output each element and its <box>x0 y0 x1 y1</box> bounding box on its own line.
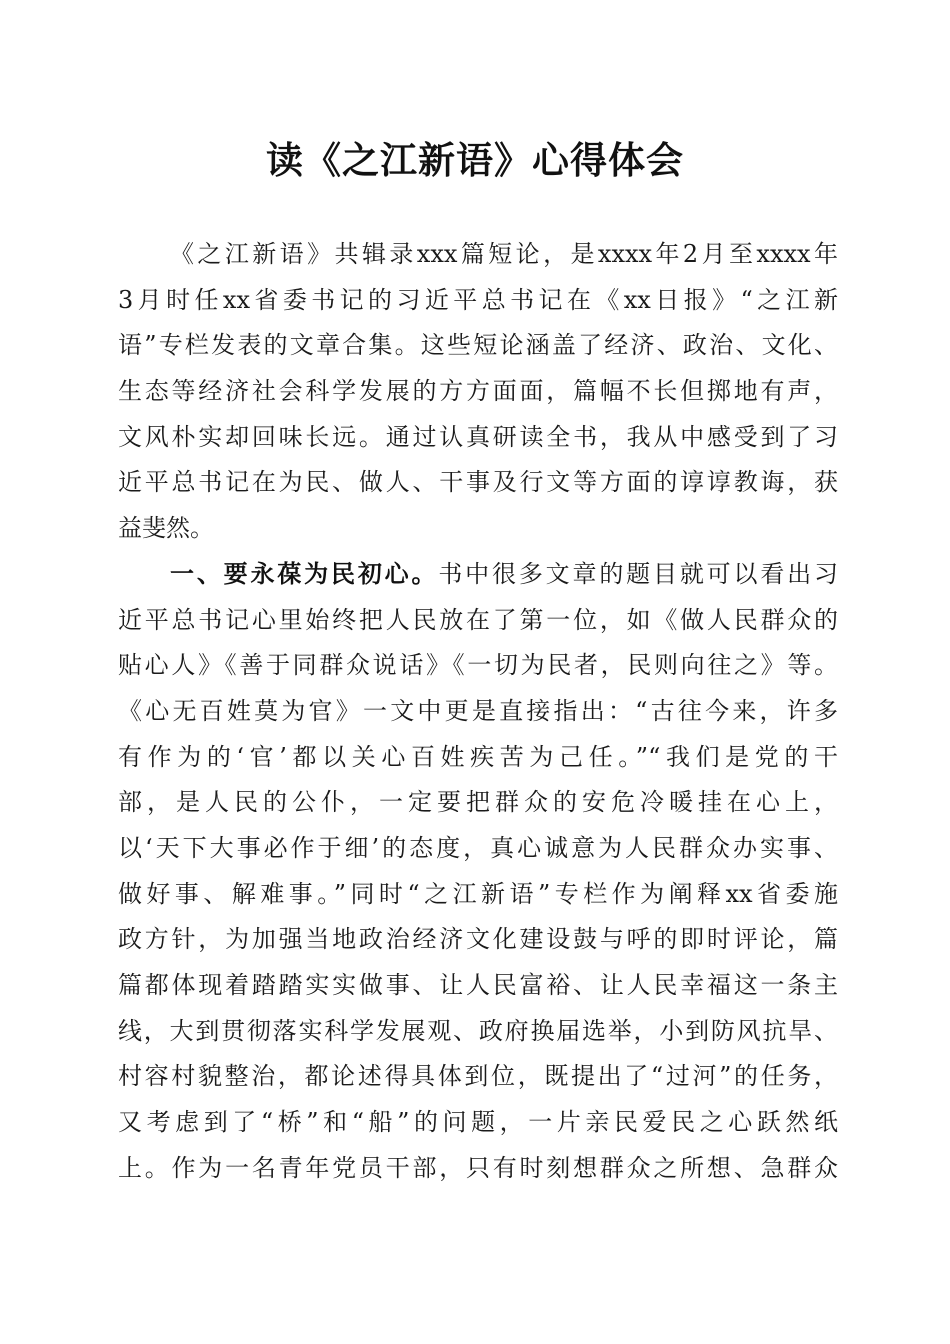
paragraph-1-line-5: 文风朴实却回味长远。通过认真研读全书，我从中感受到了习 <box>118 422 838 451</box>
section-heading-1: 一、要永葆为民初心。 <box>170 559 439 588</box>
paragraph-2-line-5: 有作为的‘官’都以关心百姓疾苦为己任。”“我们是党的干 <box>118 742 838 771</box>
paragraph-2-line-7: 以‘天下大事必作于细’的态度，真心诚意为人民群众办实事、 <box>118 833 838 862</box>
paragraph-2-line-6: 部，是人民的公仆，一定要把群众的安危冷暖挂在心上， <box>118 788 838 817</box>
document-title: 读《之江新语》心得体会 <box>266 138 684 182</box>
paragraph-2-line-13: 又考虑到了“桥”和“船”的问题，一片亲民爱民之心跃然纸 <box>118 1108 838 1137</box>
paragraph-1-line-2: 3月时任xx省委书记的习近平总书记在《xx日报》“之江新 <box>118 285 838 314</box>
document-body <box>118 232 838 1191</box>
paragraph-2-line-14: 上。作为一名青年党员干部，只有时刻想群众之所想、急群众 <box>118 1153 838 1182</box>
paragraph-1-line-1: 《之江新语》共辑录xxx篇短论，是xxxx年2月至xxxx年 <box>170 240 838 268</box>
paragraph-2-line-10: 篇都体现着踏踏实实做事、让人民富裕、让人民幸福这一条主 <box>118 971 838 999</box>
paragraph-2-line-11: 线，大到贯彻落实科学发展观、政府换届选举，小到防风抗旱、 <box>118 1016 838 1045</box>
paragraph-1-line-7: 益斐然。 <box>118 514 214 543</box>
paragraph-2-line-1-text: 书中很多文章的题目就可以看出习 <box>438 559 838 588</box>
paragraph-2-line-2: 近平总书记心里始终把人民放在了第一位，如《做人民群众的 <box>118 605 838 634</box>
paragraph-2-line-12: 村容村貌整治，都论述得具体到位，既提出了“过河”的任务， <box>118 1062 838 1091</box>
paragraph-2-line-4: 《心无百姓莫为官》一文中更是直接指出：“古往今来，许多 <box>118 696 838 725</box>
paragraph-1-line-6: 近平总书记在为民、做人、干事及行文等方面的谆谆教诲，获 <box>118 468 838 497</box>
paragraph-2-line-1 <box>118 552 838 598</box>
paragraph-2-line-3: 贴心人》《善于同群众说话》《一切为民者，民则向往之》等。 <box>118 651 838 680</box>
paragraph-2-line-8: 做好事、解难事。”同时“之江新语”专栏作为阐释xx省委施 <box>118 879 838 908</box>
paragraph-2-line-9: 政方针，为加强当地政治经济文化建设鼓与呼的即时评论，篇 <box>118 925 838 954</box>
paragraph-1-line-3: 语”专栏发表的文章合集。这些短论涵盖了经济、政治、文化、 <box>118 331 838 360</box>
paragraph-1-line-4: 生态等经济社会科学发展的方方面面，篇幅不长但掷地有声， <box>118 377 838 406</box>
